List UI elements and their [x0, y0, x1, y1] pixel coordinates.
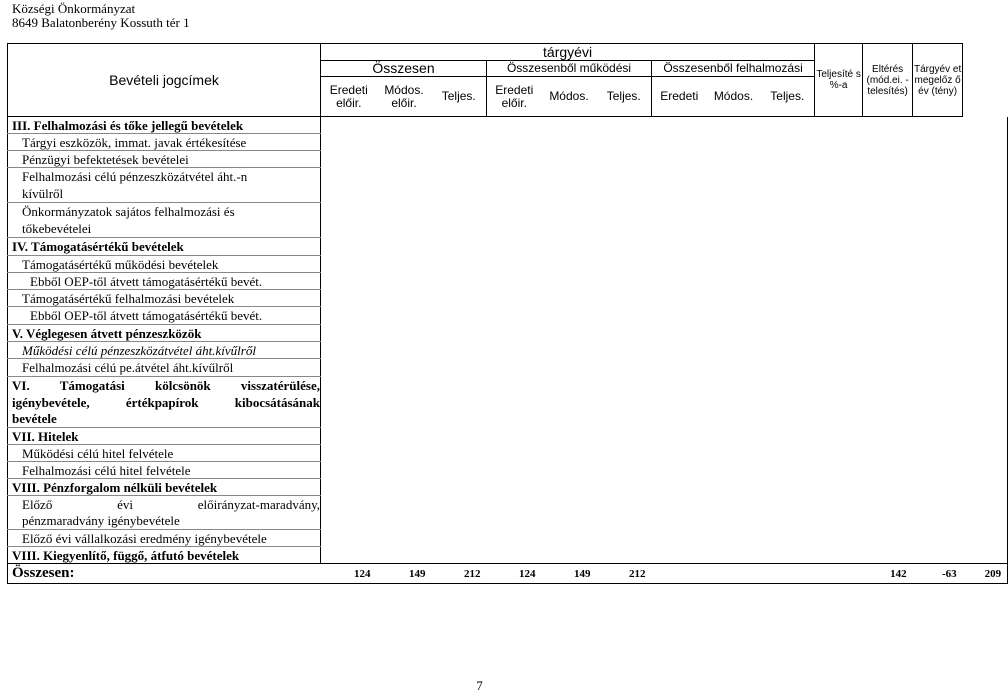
row-text: Ebből OEP-től átvett támogatásértékű bevét. — [8, 273, 321, 290]
col-targyevi: tárgyévi — [321, 44, 815, 61]
col-osszesen: Összesen — [321, 61, 487, 77]
row-text: IV. Támogatásértékű bevételek — [8, 238, 321, 256]
total-cell: 209 — [963, 564, 1008, 584]
col-modos-eloir: Módos. előir. — [377, 77, 432, 117]
col-teljes-3: Teljes. — [761, 77, 815, 117]
row-text: VI. Támogatási kölcsönök visszatérülése, — [8, 377, 321, 394]
row-text: Működési célú hitel felvétele — [8, 445, 321, 462]
row-text: igénybevétele, értékpapírok kibocsátásának — [8, 394, 321, 411]
total-cell — [707, 564, 761, 584]
row-text: Előző évi előirányzat-maradvány, — [8, 496, 321, 513]
row-text: tőkebevételei — [8, 220, 321, 238]
org-address: 8649 Balatonberény Kossuth tér 1 — [12, 15, 190, 30]
total-cell: 212 — [432, 564, 487, 584]
col-eredeti-eloir-2: Eredeti előir. — [487, 77, 542, 117]
col-teljesites: Teljesíté s %-a — [815, 44, 863, 117]
row-text: III. Felhalmozási és tőke jellegű bevételek — [8, 117, 321, 134]
total-cell: 124 — [487, 564, 542, 584]
row-text: V. Véglegesen átvett pénzeszközök — [8, 325, 321, 342]
page-number: 7 — [476, 678, 483, 693]
row-text: bevétele — [8, 411, 321, 428]
row-text: Működési célú pénzeszközátvétel áht.kívűlről — [8, 342, 321, 359]
total-cell: 142 — [863, 564, 913, 584]
row-text: pénzmaradvány igénybevétele — [8, 513, 321, 530]
row-text: VIII. Kiegyenlítő, függő, átfutó bevételek — [8, 547, 321, 564]
row-text: Támogatásértékű felhalmozási bevételek — [8, 290, 321, 307]
row-text: Felhalmozási célú pénzeszközátvétel áht.-n — [8, 168, 321, 185]
total-cell — [761, 564, 815, 584]
col-teljes-2: Teljes. — [597, 77, 652, 117]
total-cell: 124 — [321, 564, 377, 584]
col-eredeti-3: Eredeti — [652, 77, 707, 117]
row-text: Pénzügyi befektetések bevételei — [8, 151, 321, 168]
row-text: Önkormányzatok sajátos felhalmozási és — [8, 203, 321, 220]
col-modos-3: Módos. — [707, 77, 761, 117]
col-modos-2: Módos. — [542, 77, 597, 117]
row-text: Támogatásértékű működési bevételek — [8, 256, 321, 273]
col-title: Bevételi jogcímek — [8, 44, 321, 117]
total-cell — [652, 564, 707, 584]
row-text: Előző évi vállalkozási eredmény igénybevétele — [8, 530, 321, 547]
row-text: VIII. Pénzforgalom nélküli bevételek — [8, 479, 321, 496]
row-text: Felhalmozási célú hitel felvétele — [8, 462, 321, 479]
total-cell: -63 — [913, 564, 963, 584]
col-teljes: Teljes. — [432, 77, 487, 117]
row-text: Ebből OEP-től átvett támogatásértékű bevét. — [8, 307, 321, 325]
col-eredeti-eloir: Eredeti előir. — [321, 77, 377, 117]
row-text: Tárgyi eszközök, immat. javak értékesítése — [8, 134, 321, 151]
row-text: kívülről — [8, 185, 321, 203]
total-cell — [815, 564, 863, 584]
col-targyev: Tárgyév et megelőz ő év (tény) — [913, 44, 963, 117]
total-cell: 149 — [377, 564, 432, 584]
col-elteres: Eltérés (mód.ei. - telesítés) — [863, 44, 913, 117]
revenue-table — [7, 43, 1008, 584]
row-text: Felhalmozási célú pe.átvétel áht.kívűlről — [8, 359, 321, 377]
col-mukodesi: Összesenből működési — [487, 61, 652, 77]
col-felhalmozasi: Összesenből felhalmozási — [652, 61, 815, 77]
total-cell: 149 — [542, 564, 597, 584]
org-name: Községi Önkormányzat — [12, 1, 136, 16]
total-cell: 212 — [597, 564, 652, 584]
row-text: VII. Hitelek — [8, 428, 321, 445]
total-label: Összesen: — [8, 564, 321, 584]
